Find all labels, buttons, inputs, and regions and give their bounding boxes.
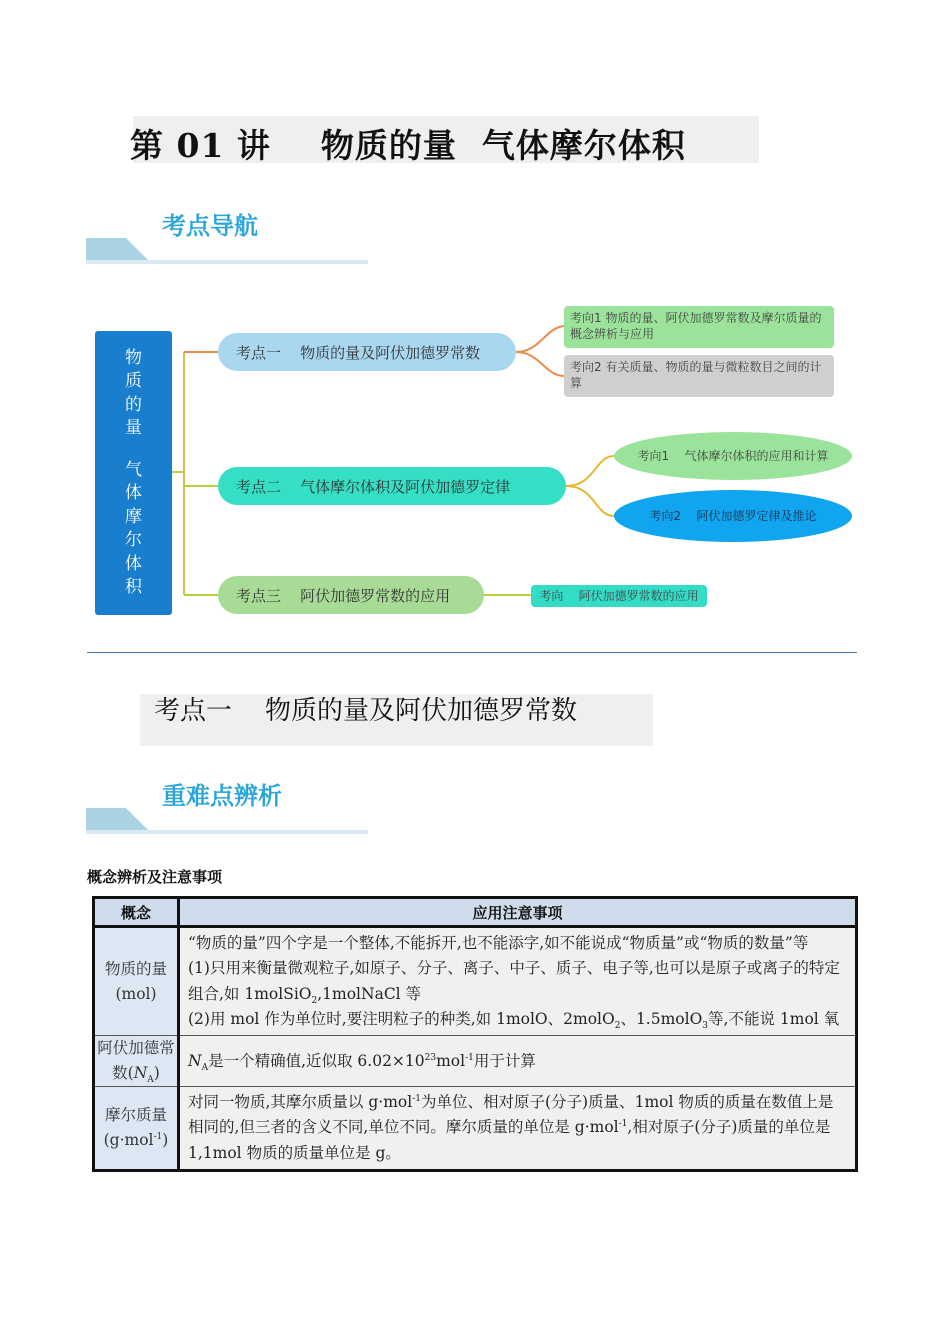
table-row <box>94 1087 857 1171</box>
mindmap-leaf-2-2: 考向2 阿伏加德罗定律及推论 <box>614 490 852 542</box>
header-concept: 概念 <box>94 898 179 927</box>
mindmap-topic-2: 考点二 气体摩尔体积及阿伏加德罗定律 <box>218 467 566 505</box>
divider <box>87 652 857 653</box>
table-row <box>94 1036 857 1087</box>
mindmap-topic-1: 考点一 物质的量及阿伏加德罗常数 <box>218 333 516 371</box>
table-caption: 概念辨析及注意事项 <box>87 868 223 886</box>
section-ribbon <box>86 808 368 836</box>
mindmap-topic-3: 考点三 阿伏加德罗常数的应用 <box>218 576 484 614</box>
mindmap-leaf-1-2: 考向2 有关质量、物质的量与微粒数目之间的计算 <box>564 355 834 397</box>
mindmap-leaf-2-1: 考向1 气体摩尔体积的应用和计算 <box>614 432 852 480</box>
notes-cell: “物质的量”四个字是一个整体,不能拆开,也不能添字,如不能说成“物质量”或“物质的数量”等 (1)只用来衡量微观粒子,如原子、分子、离子、中子、质子、电子等,也可以是原子或离子的特定组合,如 1molSiO$_2$,1molNaCl 等 (2)用 mol 作为单位时,要注明粒子的种类,如 1molO、2molO$_2$、1.5molO$_3$等,不能说 1mol 氧 <box>179 927 857 1036</box>
mindmap-leaf-1-1: 考向1 物质的量、阿伏加德罗常数及摩尔质量的概念辨析与应用 <box>564 306 834 348</box>
section-title-navigation: 考点导航 <box>162 212 258 240</box>
subsection-title: 考点一 物质的量及阿伏加德罗常数 <box>154 696 578 726</box>
mindmap-leaf-3-1: 考向 阿伏加德罗常数的应用 <box>531 585 707 607</box>
mindmap-root: 物 质 的 量 气 体 摩 尔 体 积 <box>95 331 172 615</box>
table-row <box>94 927 857 1036</box>
concept-cell: 阿伏加德常 数$(N_A)$ <box>94 1036 179 1087</box>
page-title: 第 01 讲 物质的量 气体摩尔体积 <box>130 126 686 165</box>
table-header-row <box>94 898 857 927</box>
concept-cell: 摩尔质量 (g·mol$^{-1}$) <box>94 1087 179 1171</box>
notes-cell: $N_A$是一个精确值,近似取 $6.02\times 10^{23}mol^{-1}$用于计算 <box>179 1036 857 1087</box>
concept-table <box>92 896 858 1172</box>
header-notes: 应用注意事项 <box>179 898 857 927</box>
section-title-analysis: 重难点辨析 <box>162 782 282 810</box>
concept-cell: 物质的量 (mol) <box>94 927 179 1036</box>
notes-cell: 对同一物质,其摩尔质量以 g·mol$^{-1}$为单位、相对原子(分子)质量、1mol 物质的质量在数值上是相同的,但三者的含义不同,单位不同。摩尔质量的单位是 g·mol$^{-1}$,相对原子(分子)质量的单位是 1,1mol 物质的质量单位是 g。 <box>179 1087 857 1171</box>
